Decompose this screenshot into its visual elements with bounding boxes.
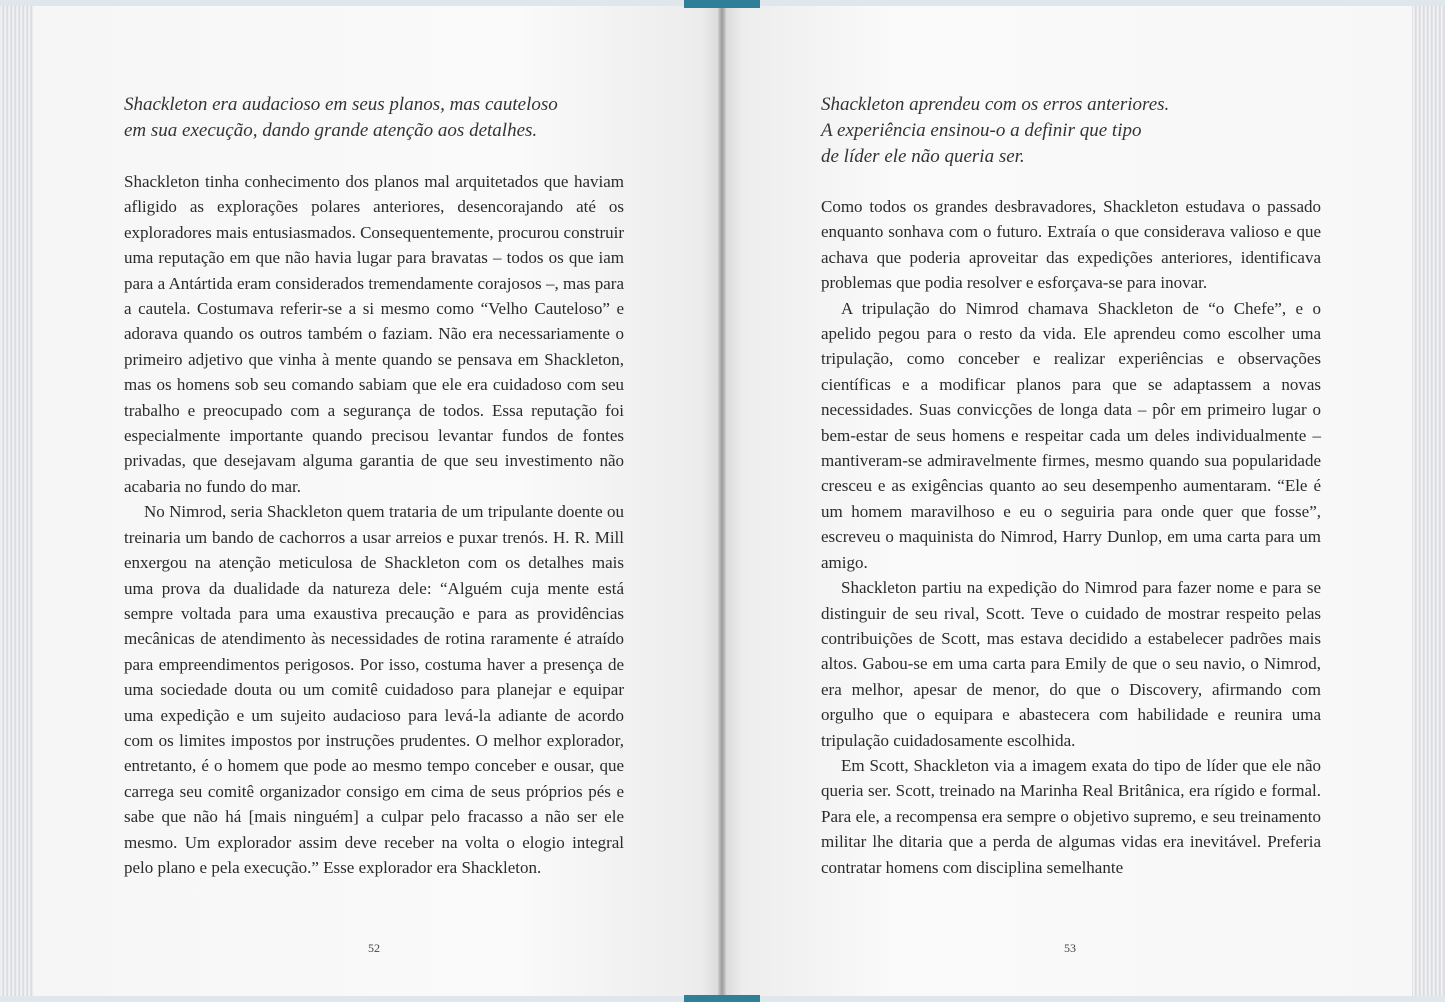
bookmark-ribbon-bottom — [684, 995, 760, 1002]
page-number: 52 — [368, 941, 380, 955]
right-body-text — [821, 194, 1321, 880]
paragraph: A tripulação do Nimrod chamava Shackleton de “o Chefe”, e o apelido pegou para o resto da vida. Ele aprendeu como escolher uma tripulação, como conceber e realizar experiências e observações científicas e a modificar planos para que se adaptassem a novas necessidades. Suas convicções de longa data – pôr em primeiro lugar o bem-estar de seus homens e respeitar cada um deles individualmente – mantiveram-se admiravelmente firmes, mesmo quando sua popularidade cresceu e as exigências quanto ao seu desempenho aumentaram. “Ele é um homem maravilhoso e eu o seguiria para onde quer que fosse”, escreveu o maquinista do Nimrod, Harry Dunlop, em uma carta para um amigo. — [821, 298, 1321, 572]
left-page — [34, 6, 722, 996]
paragraph: Em Scott, Shackleton via a imagem exata do tipo de líder que ele não queria ser. Scott, treinado na Marinha Real Britânica, era rígido e formal. Para ele, a recompensa era sempre o objetivo supremo, e seu treinamento militar lhe ditaria que a perda de algumas vidas era inevitável. Preferia contratar homens com disciplina semelhante — [821, 755, 1321, 877]
left-epigraph — [124, 92, 558, 144]
left-page-edges — [0, 6, 38, 996]
right-page — [722, 6, 1412, 996]
right-page-edges — [1407, 6, 1445, 996]
epigraph-line: A experiência ensinou-o a definir que tipo — [821, 120, 1142, 141]
epigraph-line: Shackleton era audacioso em seus planos, mas cauteloso — [124, 94, 558, 115]
paragraph: Shackleton partiu na expedição do Nimrod para fazer nome e para se distinguir de seu rival, Scott. Teve o cuidado de mostrar respeito pelas contribuições de Scott, mas estava decidido a estabelecer padrões mais altos. Gabou-se em uma carta para Emily de que o seu navio, o Nimrod, era melhor, apesar de menor, do que o Discovery, afirmando com orgulho que o equipara e abastecera com habilidade e reunira uma tripulação cuidadosamente escolhida. — [821, 578, 1321, 750]
book-gutter — [718, 6, 726, 996]
right-epigraph — [821, 92, 1169, 170]
page-number: 53 — [1064, 941, 1076, 955]
epigraph-line: em sua execução, dando grande atenção aos detalhes. — [124, 120, 538, 141]
epigraph-line: de líder ele não queria ser. — [821, 146, 1025, 167]
paragraph: Como todos os grandes desbravadores, Shackleton estudava o passado enquanto sonhava com o futuro. Extraía o que considerava valioso e que achava que poderia aproveitar das expedições anteriores, identificava problemas que podia resolver e esforçava-se para inovar. — [821, 197, 1321, 293]
epigraph-line: Shackleton aprendeu com os erros anteriores. — [821, 94, 1170, 115]
left-body-text — [124, 169, 624, 880]
bookmark-ribbon-top — [684, 0, 760, 8]
paragraph: Shackleton tinha conhecimento dos planos mal arquitetados que haviam afligido as explorações polares anteriores, desencorajando até os exploradores mais entusiasmados. Consequentemente, procurou construir uma reputação em que não havia lugar para bravatas – todos os que iam para a Antártida eram considerados tremendamente corajosos –, mas para a cautela. Costumava referir-se a si mesmo como “Velho Cauteloso” e adorava quando os outros também o faziam. Não era necessariamente o primeiro adjetivo que vinha à mente quando se pensava em Shackleton, mas os homens sob seu comando sabiam que ele era cuidadoso com seu trabalho e preocupado com a segurança de todos. Essa reputação foi especialmente importante quando precisou levantar fundos de fontes privadas, que desejavam alguma garantia de que seu investimento não acabaria no fundo do mar. — [124, 172, 624, 496]
paragraph: No Nimrod, seria Shackleton quem trataria de um tripulante doente ou treinaria um bando de cachorros a usar arreios e puxar trenós. H. R. Mill enxergou na atenção meticulosa de Shackleton com os detalhes mais uma prova da dualidade da natureza dele: “Alguém cuja mente está sempre voltada para uma exaustiva precaução e para as providências mecânicas de atendimento às necessidades de rotina raramente é atraído para empreendimentos perigosos. Por isso, costuma haver a presença de uma sociedade douta ou um comitê cuidadoso para planejar e equipar uma expedição e um sujeito audacioso para levá-la adiante de acordo com os limites impostos por instruções prudentes. O melhor explorador, entretanto, é o homem que pode ao mesmo tempo conceber e ousar, que carrega seu comitê organizador consigo em cima de seus próprios pés e sabe que não há [mais ninguém] a culpar pelo fracasso a não ser ele mesmo. Um explorador assim deve receber na volta o elogio integral pelo plano e pela execução.” Esse explorador era Shackleton. — [124, 502, 624, 877]
